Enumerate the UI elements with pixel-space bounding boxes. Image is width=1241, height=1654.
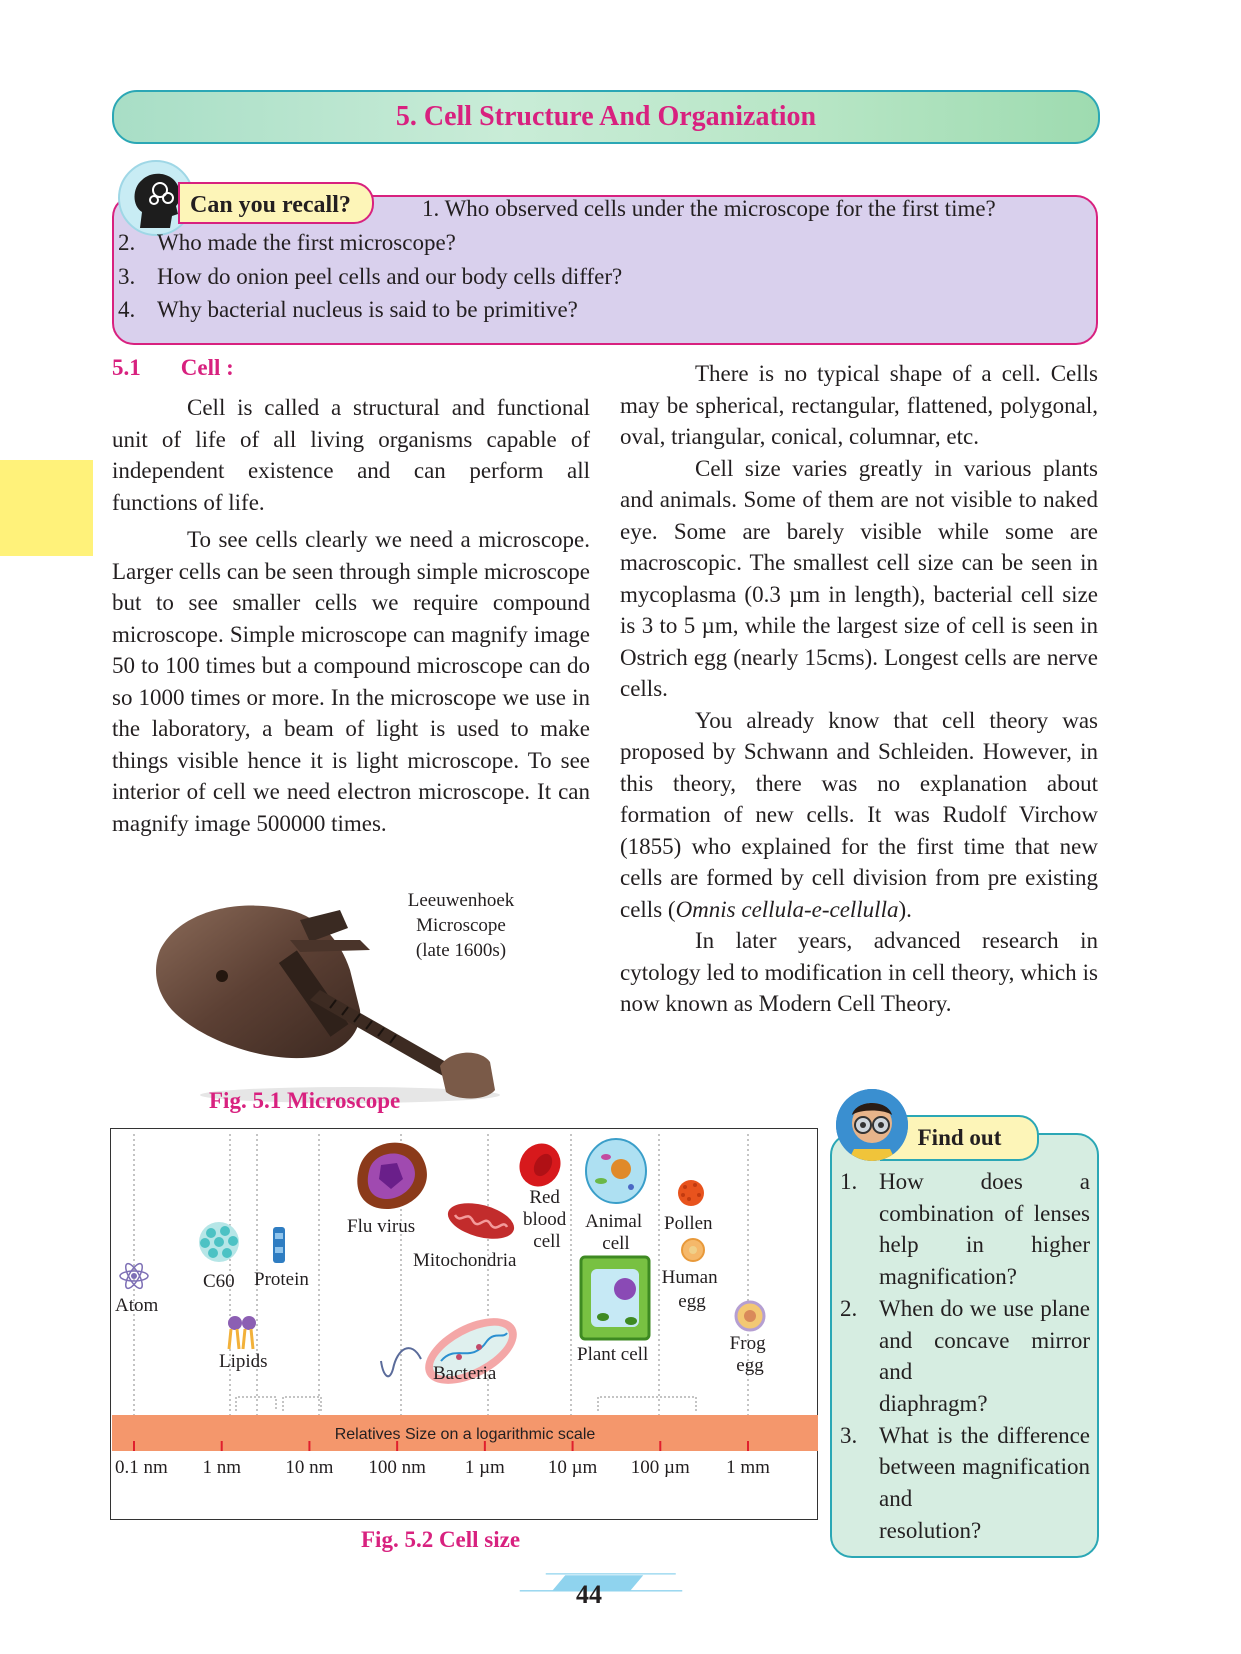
text-line: concave mirror and	[879, 1327, 1090, 1385]
recall-question-3	[118, 264, 622, 298]
text-line: How does a	[879, 1169, 1090, 1194]
find-out-item	[840, 1166, 1090, 1293]
scale-tick-label: 100 nm	[368, 1457, 426, 1478]
mitochondria-label: Mitochondria	[413, 1250, 517, 1271]
c60-label: C60	[203, 1271, 235, 1292]
red-blood-cell-icon	[512, 1136, 569, 1194]
find-out-label: Find out	[880, 1115, 1039, 1161]
label-line: egg	[678, 1291, 706, 1312]
recall-question-text: Who observed cells under the microscope for the first time?	[444, 196, 996, 221]
recall-question-number: 2.	[118, 230, 136, 255]
item-number: 2.	[840, 1295, 858, 1321]
scale-tick-label: 0.1 nm	[115, 1457, 168, 1478]
label-line: Red	[529, 1187, 560, 1208]
paragraph: Cell is called a structural and functional unit of life of all living organisms capable of independent existence and can perform all functions of life.	[112, 395, 590, 515]
range-bracket	[236, 1397, 276, 1411]
find-out-item	[840, 1293, 1090, 1420]
pollen-icon	[678, 1180, 704, 1206]
scale-tick-label: 10 µm	[547, 1457, 598, 1478]
item-number: 3.	[840, 1422, 858, 1448]
page-number: 44	[576, 1580, 602, 1609]
label-line: cell	[533, 1231, 561, 1252]
section-number: 5.1	[112, 355, 141, 380]
paragraph	[620, 705, 1098, 926]
protein-icon	[273, 1227, 285, 1263]
figure-caption: Fig. 5.2 Cell size	[361, 1527, 521, 1552]
scale-tick-label: 100 µm	[630, 1457, 690, 1478]
mitochondria-icon	[444, 1197, 518, 1246]
paragraph: Cell size varies greatly in various plants and animals. Some of them are not visible to naked eye. Some are barely visible while some are macroscopic. The smallest cell size can be seen in mycoplasma (0.3 µm in length), bacterial cell size is 3 to 5 µm, while the largest size of cell is seen in Ostrich egg (nearly 15cms). Longest cells are nerve cells.	[620, 455, 1098, 701]
scale-tick-label: 10 nm	[285, 1457, 334, 1478]
lipids-icon	[228, 1316, 256, 1349]
text-line: magnification and	[879, 1454, 1090, 1512]
figure-caption: Fig. 5.1 Microscope	[209, 1088, 401, 1113]
item-text	[879, 1166, 1090, 1293]
red-blood-cell-label	[523, 1187, 571, 1252]
latin-phrase: Omnis cellula-e-cellulla	[675, 896, 899, 922]
section-heading	[112, 355, 234, 381]
atom-label: Atom	[115, 1295, 159, 1316]
microscope-label	[386, 888, 536, 963]
label-line: Frog	[729, 1333, 766, 1354]
side-color-tab	[0, 460, 93, 556]
range-bracket	[598, 1397, 696, 1411]
scale-tick-label: 1 µm	[464, 1457, 505, 1478]
paragraph-text: ).	[898, 896, 912, 922]
recall-question-list	[118, 230, 622, 331]
text-line: combination of	[879, 1200, 1024, 1226]
text-line: use plane and	[879, 1295, 1091, 1353]
section-title: Cell :	[180, 355, 234, 380]
recall-question-1	[422, 196, 996, 222]
animal-cell-icon	[586, 1139, 646, 1203]
item-text	[879, 1420, 1090, 1547]
recall-label: Can you recall?	[178, 182, 374, 224]
lipids-label: Lipids	[219, 1351, 268, 1372]
right-column	[620, 358, 1098, 1020]
label-line: Leeuwenhoek	[407, 890, 515, 911]
item-text	[879, 1293, 1090, 1420]
recall-question-text: Why bacterial nucleus is said to be primitive?	[157, 297, 578, 322]
paragraph: In later years, advanced research in cytology led to modification in cell theory, which is now known as Modern Cell Theory.	[620, 928, 1098, 1016]
binoculars-kid-icon	[836, 1089, 908, 1161]
label-line: Human	[661, 1267, 718, 1288]
find-out-item	[840, 1420, 1090, 1547]
scale-tick-label: 1 mm	[726, 1457, 770, 1478]
bacteria-label: Bacteria	[433, 1363, 497, 1384]
c60-molecule-icon	[199, 1222, 239, 1262]
text-line: What is the	[879, 1422, 989, 1448]
plant-cell-label: Plant cell	[577, 1344, 649, 1365]
plant-cell-icon	[581, 1257, 649, 1339]
cell-size-diagram	[111, 1129, 819, 1521]
flu-virus-label: Flu virus	[347, 1216, 416, 1237]
frog-egg-label	[730, 1333, 771, 1376]
paragraph-text: You already know that cell theory was proposed by Schwann and Schleiden. However, in this theory, there was no explanation about formation of new cells. It was Rudolf Virchow (1855) who explained for the first time that new cells are formed by cell division from pre existing cells (	[620, 707, 1098, 922]
find-out-list	[840, 1166, 1090, 1546]
scale-tick-label: 1 nm	[202, 1457, 241, 1478]
text-line: resolution?	[879, 1517, 982, 1543]
animal-cell-label	[585, 1211, 647, 1254]
recall-question-number: 3.	[118, 263, 136, 289]
label-line: (late 1600s)	[415, 940, 507, 961]
human-egg-icon	[682, 1239, 704, 1261]
label-line: cell	[602, 1233, 630, 1254]
text-line: magnification?	[879, 1264, 1017, 1290]
pollen-label: Pollen	[664, 1213, 713, 1234]
label-line: egg	[736, 1355, 764, 1376]
chapter-title: 5. Cell Structure And Organization	[112, 90, 1100, 144]
text-line: difference between	[879, 1422, 1091, 1480]
human-egg-label	[662, 1267, 723, 1312]
paragraph: To see cells clearly we need a microscope. Larger cells can be seen through simple microscope but to see smaller cells we require compound microscope. Simple microscope can magnify image 50 to 100 times but a compound microscope can do so 1000 times or more. In the microscope we use in the laboratory, a beam of light is used to make things visible hence it is light microscope. To see interior of cell we need electron microscope. It can magnify image 500000 times.	[112, 527, 590, 836]
label-line: blood	[522, 1209, 567, 1230]
recall-question-4	[118, 297, 622, 331]
paragraph: There is no typical shape of a cell. Cells may be spherical, rectangular, flattened, polygonal, oval, triangular, conical, columnar, etc.	[620, 361, 1098, 449]
label-line: Microscope	[416, 915, 506, 936]
flu-virus-icon	[357, 1143, 427, 1209]
left-column	[112, 392, 590, 839]
recall-question-text: Who made the first microscope?	[157, 230, 456, 255]
recall-question-number: 4.	[118, 297, 136, 322]
frog-egg-icon	[736, 1302, 764, 1330]
text-line: When do we	[879, 1295, 997, 1321]
recall-question-2	[118, 230, 622, 264]
label-line: Animal	[585, 1211, 643, 1232]
recall-question-number: 1.	[422, 196, 440, 221]
text-line: lenses help in higher	[879, 1200, 1091, 1258]
recall-question-text: How do onion peel cells and our body cells differ?	[157, 263, 623, 289]
text-line: diaphragm?	[879, 1390, 988, 1416]
protein-label: Protein	[254, 1269, 309, 1290]
cell-size-figure	[110, 1128, 818, 1520]
range-bracket	[283, 1397, 321, 1411]
item-number: 1.	[840, 1169, 858, 1194]
scale-label: Relatives Size on a logarithmic scale	[334, 1426, 596, 1443]
